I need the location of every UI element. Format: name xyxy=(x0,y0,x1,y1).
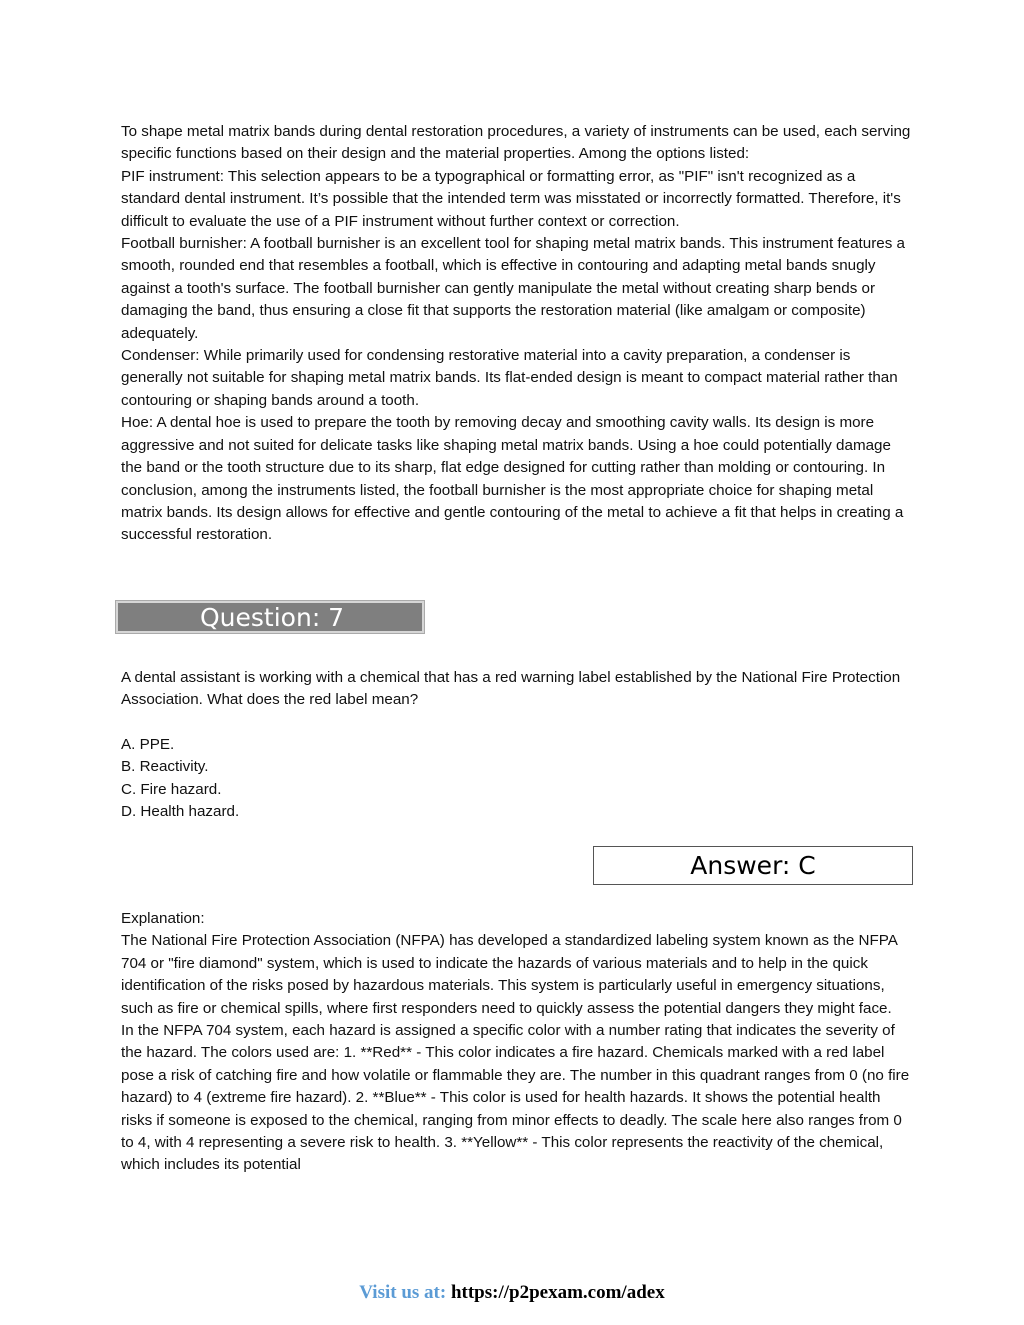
question-text: A dental assistant is working with a chemical that has a red warning label established by the National Fire Protection Association. What does the red label mean? xyxy=(121,669,901,709)
option-b: B. Reactivity. xyxy=(121,758,209,776)
explanation-block xyxy=(121,908,913,1177)
explanation-paragraph-colors: In the NFPA 704 system, each hazard is assigned a specific color with a number rating that indicates the severity of the hazard. The colors used are: 1. **Red** - This color indicates a fire hazard. Chemicals marked with a red label pose a risk of catching fire and how volatile or flammable they are. The number in this quadrant ranges from 0 (no fire hazard) to 4 (extreme fire hazard). 2. **Blue** - This color is used for health hazards. It shows the potential health risks if someone is exposed to the chemical, ranging from minor effects to deadly. The scale here also ranges from 0 to 4, with 4 representing a severe risk to health. 3. **Yellow** - This color represents the reactivity of the chemical, which includes its potential xyxy=(121,1022,910,1174)
answer-options xyxy=(121,734,913,824)
intro-explanation xyxy=(121,121,913,547)
footer-label: Visit us at: xyxy=(359,1282,447,1303)
option-d: D. Health hazard. xyxy=(121,803,240,821)
option-a: A. PPE. xyxy=(121,736,175,753)
question-text-block xyxy=(121,667,913,712)
footer-link[interactable]: https://p2pexam.com/adex xyxy=(450,1282,665,1303)
answer-label: Answer: C xyxy=(690,851,816,880)
intro-paragraph-pif: PIF instrument: This selection appears to be a typographical or formatting error, as "PIF" isn't recognized as a standard dental instrument. It’s possible that the intended term was misstated or incorrectly formatted. Therefore, it's difficult to evaluate the use of a PIF instrument without further context or correction. xyxy=(121,167,901,230)
question-heading: Question: 7 xyxy=(200,603,345,632)
page-footer xyxy=(0,1281,1024,1305)
explanation-paragraph-nfpa: The National Fire Protection Association (NFPA) has developed a standardized labeling system known as the NFPA 704 or "fire diamond" system, which is used to indicate the hazards of various materials and to help in the quick identification of the risks posed by hazardous materials. This system is particularly useful in emergency situations, such as fire or chemical spills, where first responders need to quickly assess the potential dangers they might face. xyxy=(121,932,898,1017)
intro-paragraph-condenser: Condenser: While primarily used for condensing restorative material into a cavity preparation, a condenser is generally not suitable for shaping metal matrix bands. Its flat-ended design is meant to compact material rather than contouring or shaping bands around a tooth. xyxy=(121,347,898,409)
intro-paragraph-football-burnisher: Football burnisher: A football burnisher is an excellent tool for shaping metal matrix bands. This instrument features a smooth, rounded end that resembles a football, which is effective in contouring and adapting metal bands snugly against a tooth's surface. The football burnisher can gently manipulate the metal without creating sharp bends or damaging the band, thus ensuring a close fit that supports the restoration material (like amalgam or composite) adequately. xyxy=(121,235,905,342)
option-c: C. Fire hazard. xyxy=(121,780,222,798)
answer-box xyxy=(593,846,913,885)
intro-paragraph: To shape metal matrix bands during dental restoration procedures, a variety of instruments can be used, each serving specific functions based on their design and the material properties. Among the options listed: xyxy=(121,123,911,163)
question-banner xyxy=(115,600,425,634)
explanation-heading: Explanation: xyxy=(121,910,205,927)
intro-paragraph-hoe: Hoe: A dental hoe is used to prepare the tooth by removing decay and smoothing cavity walls. Its design is more aggressive and not suited for delicate tasks like shaping metal matrix bands. Using a hoe could potentially damage the band or the tooth structure due to its sharp, flat edge designed for cutting rather than molding or contouring. In conclusion, among the instruments listed, the football burnisher is the most appropriate choice for shaping metal matrix bands. Its design allows for effective and gentle contouring of the metal to achieve a fit that helps in creating a successful restoration. xyxy=(121,414,904,544)
